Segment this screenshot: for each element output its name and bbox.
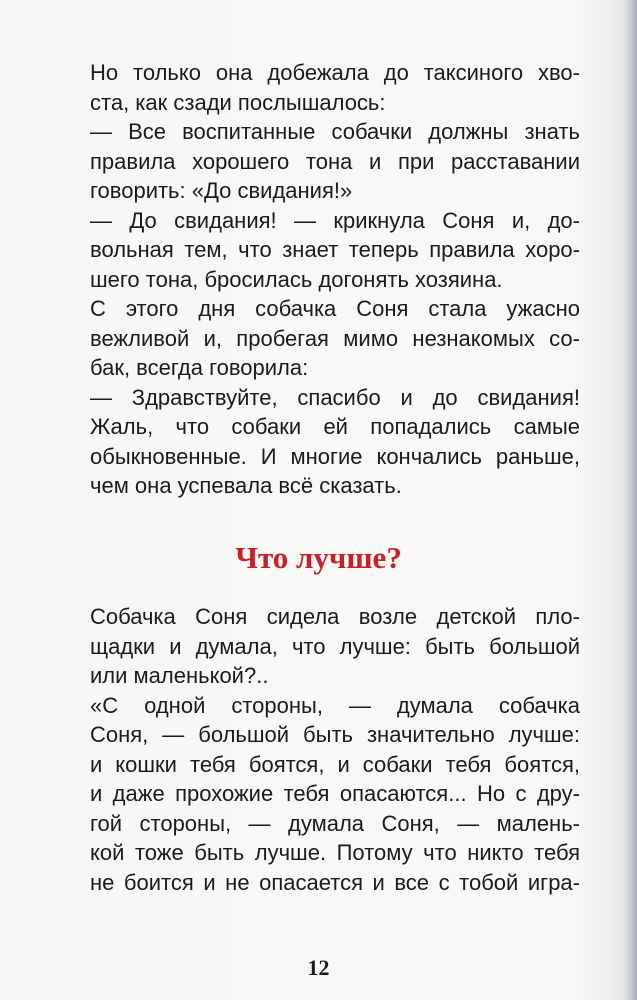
text-line: не боится и не опасается и все с тобой игра- (90, 869, 580, 895)
text-line: щадки и думала, что лучше: быть большой (90, 633, 580, 659)
text-line: кой тоже быть лучше. Потому что никто тебя (90, 840, 580, 865)
text-line: — Здравствуйте, спасибо и до свидания! (90, 384, 580, 410)
chapter-title: Что лучше? (235, 540, 402, 575)
text-line: и кошки тебя боятся, и собаки тебя боятся, (90, 751, 580, 777)
text-line: вольная тем, что знает теперь правила хоро- (90, 237, 580, 262)
text-line: шего тона, бросилась догонять хозяина. (90, 266, 503, 292)
page-number: 12 (307, 955, 330, 980)
text-line: Соня, — большой быть значительно лучше: (90, 722, 580, 747)
text-line: Собачка Соня сидела возле детской пло- (90, 604, 580, 629)
text-line: говорить: «До свидания!» (90, 178, 353, 203)
text-line: вежливой и, пробегая мимо незнакомых со- (90, 325, 580, 351)
text-line: чем она успевала всё сказать. (90, 473, 402, 498)
text-line: «С одной стороны, — думала собачка (90, 692, 580, 718)
text-line: С этого дня собачка Соня стала ужасно (90, 296, 580, 321)
text-line: бак, всегда говорила: (90, 355, 309, 380)
text-line: или маленькой?.. (90, 663, 269, 688)
text-line: ста, как сзади послышалось: (90, 89, 386, 115)
text-line: — До свидания! — крикнула Соня и, до- (90, 207, 580, 233)
page-edge-shadow (623, 0, 637, 1000)
text-line: — Все воспитанные собачки должны знать (90, 119, 580, 144)
text-block-1 (90, 58, 580, 501)
text-line: и даже прохожие тебя опасаются... Но с дру- (90, 781, 580, 806)
text-line: Жаль, что собаки ей попадались самые (90, 414, 580, 439)
text-block-2 (90, 602, 580, 897)
text-line: гой стороны, — думала Соня, — малень- (90, 810, 580, 836)
text-line: правила хорошего тона и при расставании (90, 148, 580, 174)
text-line: обыкновенные. И многие кончались раньше, (90, 443, 580, 469)
text-line: Но только она добежала до таксиного хво- (90, 60, 580, 85)
